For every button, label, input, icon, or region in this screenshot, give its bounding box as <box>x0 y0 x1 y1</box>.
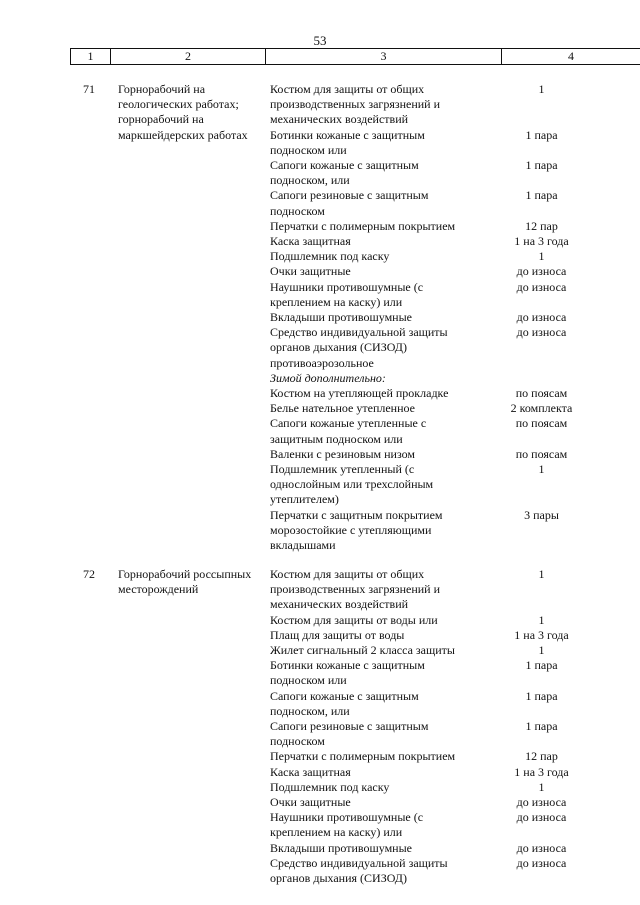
ppe-item <box>270 567 610 613</box>
ppe-item-quantity: 1 <box>538 249 545 264</box>
ppe-item-name: Жилет сигнальный 2 класса защиты <box>270 643 455 658</box>
ppe-item <box>270 401 610 416</box>
ppe-item <box>270 658 610 688</box>
ppe-item-name: Сапоги кожаные с защитным подноском, или <box>270 688 419 718</box>
ppe-item-quantity: до износа <box>516 855 567 870</box>
ppe-item-name: Подшлемник под каску <box>270 779 390 794</box>
ppe-item <box>270 628 610 643</box>
ppe-item <box>270 128 610 158</box>
ppe-item-name: Костюм для защиты от общих производственных загрязнений и механических воздействий <box>270 567 441 612</box>
ppe-item-name: Валенки с резиновым низом <box>270 446 416 461</box>
ppe-item <box>270 310 610 325</box>
ppe-item <box>270 188 610 218</box>
ppe-item <box>270 643 610 658</box>
ppe-item <box>270 810 610 840</box>
ppe-item <box>270 280 610 310</box>
ppe-item-quantity: 12 пар <box>525 218 558 233</box>
ppe-item <box>270 386 610 401</box>
header-col-4: 4 <box>501 49 640 64</box>
page-number: 53 <box>313 33 327 48</box>
ppe-item-name: Подшлемник под каску <box>270 249 390 264</box>
ppe-item-quantity: 1 пара <box>525 658 558 673</box>
ppe-item-name: Перчатки с полимерным покрытием <box>270 749 456 764</box>
ppe-item-quantity: 1 пара <box>525 158 558 173</box>
ppe-item-quantity: 2 комплекта <box>510 401 573 416</box>
ppe-item-name: Ботинки кожаные с защитным подноском или <box>270 658 425 688</box>
ppe-item-quantity: 1 пара <box>525 719 558 734</box>
ppe-item-quantity: 1 пара <box>525 188 558 203</box>
ppe-item <box>270 856 610 886</box>
ppe-item-quantity: до износа <box>516 279 567 294</box>
ppe-item-quantity: до износа <box>516 810 567 825</box>
ppe-item <box>270 841 610 856</box>
ppe-item-quantity: до износа <box>516 310 567 325</box>
row-number: 72 <box>83 567 95 581</box>
ppe-item-name: Наушники противошумные (с креплением на каску) или <box>270 810 424 840</box>
ppe-item <box>270 689 610 719</box>
ppe-item <box>270 249 610 264</box>
ppe-item-name: Сапоги кожаные утепленные с защитным подноском или <box>270 416 427 446</box>
ppe-item-name: Вкладыши противошумные <box>270 840 412 855</box>
ppe-item-quantity: до износа <box>516 840 567 855</box>
ppe-item-name: Костюм для защиты от воды или <box>270 612 438 627</box>
ppe-item-name: Белье нательное утепленное <box>270 401 415 416</box>
ppe-item-name: Каска защитная <box>270 234 351 249</box>
ppe-item-name: Средство индивидуальной защиты органов дыхания (СИЗОД) <box>270 855 448 886</box>
ppe-item <box>270 447 610 462</box>
ppe-item <box>270 158 610 188</box>
ppe-item-quantity: 1 <box>538 643 545 658</box>
ppe-item <box>270 325 610 371</box>
ppe-item-name: Вкладыши противошумные <box>270 310 412 325</box>
ppe-item-quantity: 1 <box>538 462 545 477</box>
ppe-item-quantity: 1 на 3 года <box>514 764 569 779</box>
ppe-item-quantity: 12 пар <box>525 749 558 764</box>
ppe-item-name: Очки защитные <box>270 264 351 279</box>
header-col-1: 1 <box>70 49 110 64</box>
ppe-item <box>270 780 610 795</box>
ppe-item <box>270 371 610 386</box>
ppe-item-quantity: до износа <box>516 264 567 279</box>
occupation-name: Горнорабочий россыпных месторождений <box>118 567 252 597</box>
ppe-item <box>270 719 610 749</box>
ppe-item <box>270 795 610 810</box>
ppe-item-name: Плащ для защиты от воды <box>270 627 405 642</box>
ppe-item-name: Сапоги резиновые с защитным подноском <box>270 719 429 749</box>
ppe-item-name: Подшлемник утепленный (с однослойным или трехслойным утеплителем) <box>270 462 434 507</box>
ppe-item-name: Перчатки с защитным покрытием морозостойкие с утепляющими вкладышами <box>270 507 443 553</box>
ppe-item <box>270 416 610 446</box>
ppe-item-quantity <box>472 371 605 386</box>
ppe-item <box>270 613 610 628</box>
ppe-item-name: Средство индивидуальной защиты органов дыхания (СИЗОД) противоаэрозольное <box>270 325 448 370</box>
ppe-item <box>270 749 610 764</box>
ppe-item <box>270 508 610 554</box>
section-note: Зимой дополнительно: <box>270 370 386 385</box>
ppe-item-name: Перчатки с полимерным покрытием <box>270 218 456 233</box>
ppe-item-quantity: по поясам <box>515 446 568 461</box>
ppe-item-name: Очки защитные <box>270 795 351 810</box>
ppe-item-quantity: до износа <box>516 795 567 810</box>
table-header <box>70 48 640 65</box>
ppe-item-name: Костюм на утепляющей прокладке <box>270 386 449 401</box>
ppe-item <box>270 264 610 279</box>
ppe-item-quantity: 1 на 3 года <box>514 234 569 249</box>
ppe-item <box>270 765 610 780</box>
ppe-item-name: Сапоги резиновые с защитным подноском <box>270 188 429 218</box>
ppe-item <box>270 82 610 128</box>
header-col-2: 2 <box>110 49 265 64</box>
ppe-item <box>270 234 610 249</box>
ppe-item-quantity: 1 <box>538 82 545 96</box>
ppe-item-name: Каска защитная <box>270 764 351 779</box>
ppe-item-quantity: 3 пары <box>524 507 559 522</box>
ppe-item <box>270 462 610 508</box>
row-number: 71 <box>83 82 95 96</box>
ppe-list <box>270 567 610 886</box>
ppe-item-quantity: до износа <box>516 325 567 340</box>
ppe-item-name: Ботинки кожаные с защитным подноском или <box>270 127 425 157</box>
ppe-item-name: Наушники противошумные (с креплением на каску) или <box>270 279 424 309</box>
ppe-item-quantity: 1 <box>538 779 545 794</box>
ppe-item-quantity: по поясам <box>515 386 568 401</box>
ppe-item-quantity: 1 <box>538 567 545 581</box>
occupation-name: Горнорабочий на геологических работах; горнорабочий на маркшейдерских работах <box>118 82 248 142</box>
ppe-item-quantity: по поясам <box>515 416 568 431</box>
ppe-item <box>270 219 610 234</box>
header-col-3: 3 <box>265 49 501 64</box>
ppe-item-quantity: 1 на 3 года <box>514 627 569 642</box>
ppe-list <box>270 82 610 553</box>
ppe-item-name: Костюм для защиты от общих производственных загрязнений и механических воздействий <box>270 82 441 127</box>
ppe-item-quantity: 1 пара <box>525 127 558 142</box>
ppe-item-quantity: 1 <box>538 612 545 627</box>
ppe-item-quantity: 1 пара <box>525 688 558 703</box>
ppe-item-name: Сапоги кожаные с защитным подноском, или <box>270 158 419 188</box>
